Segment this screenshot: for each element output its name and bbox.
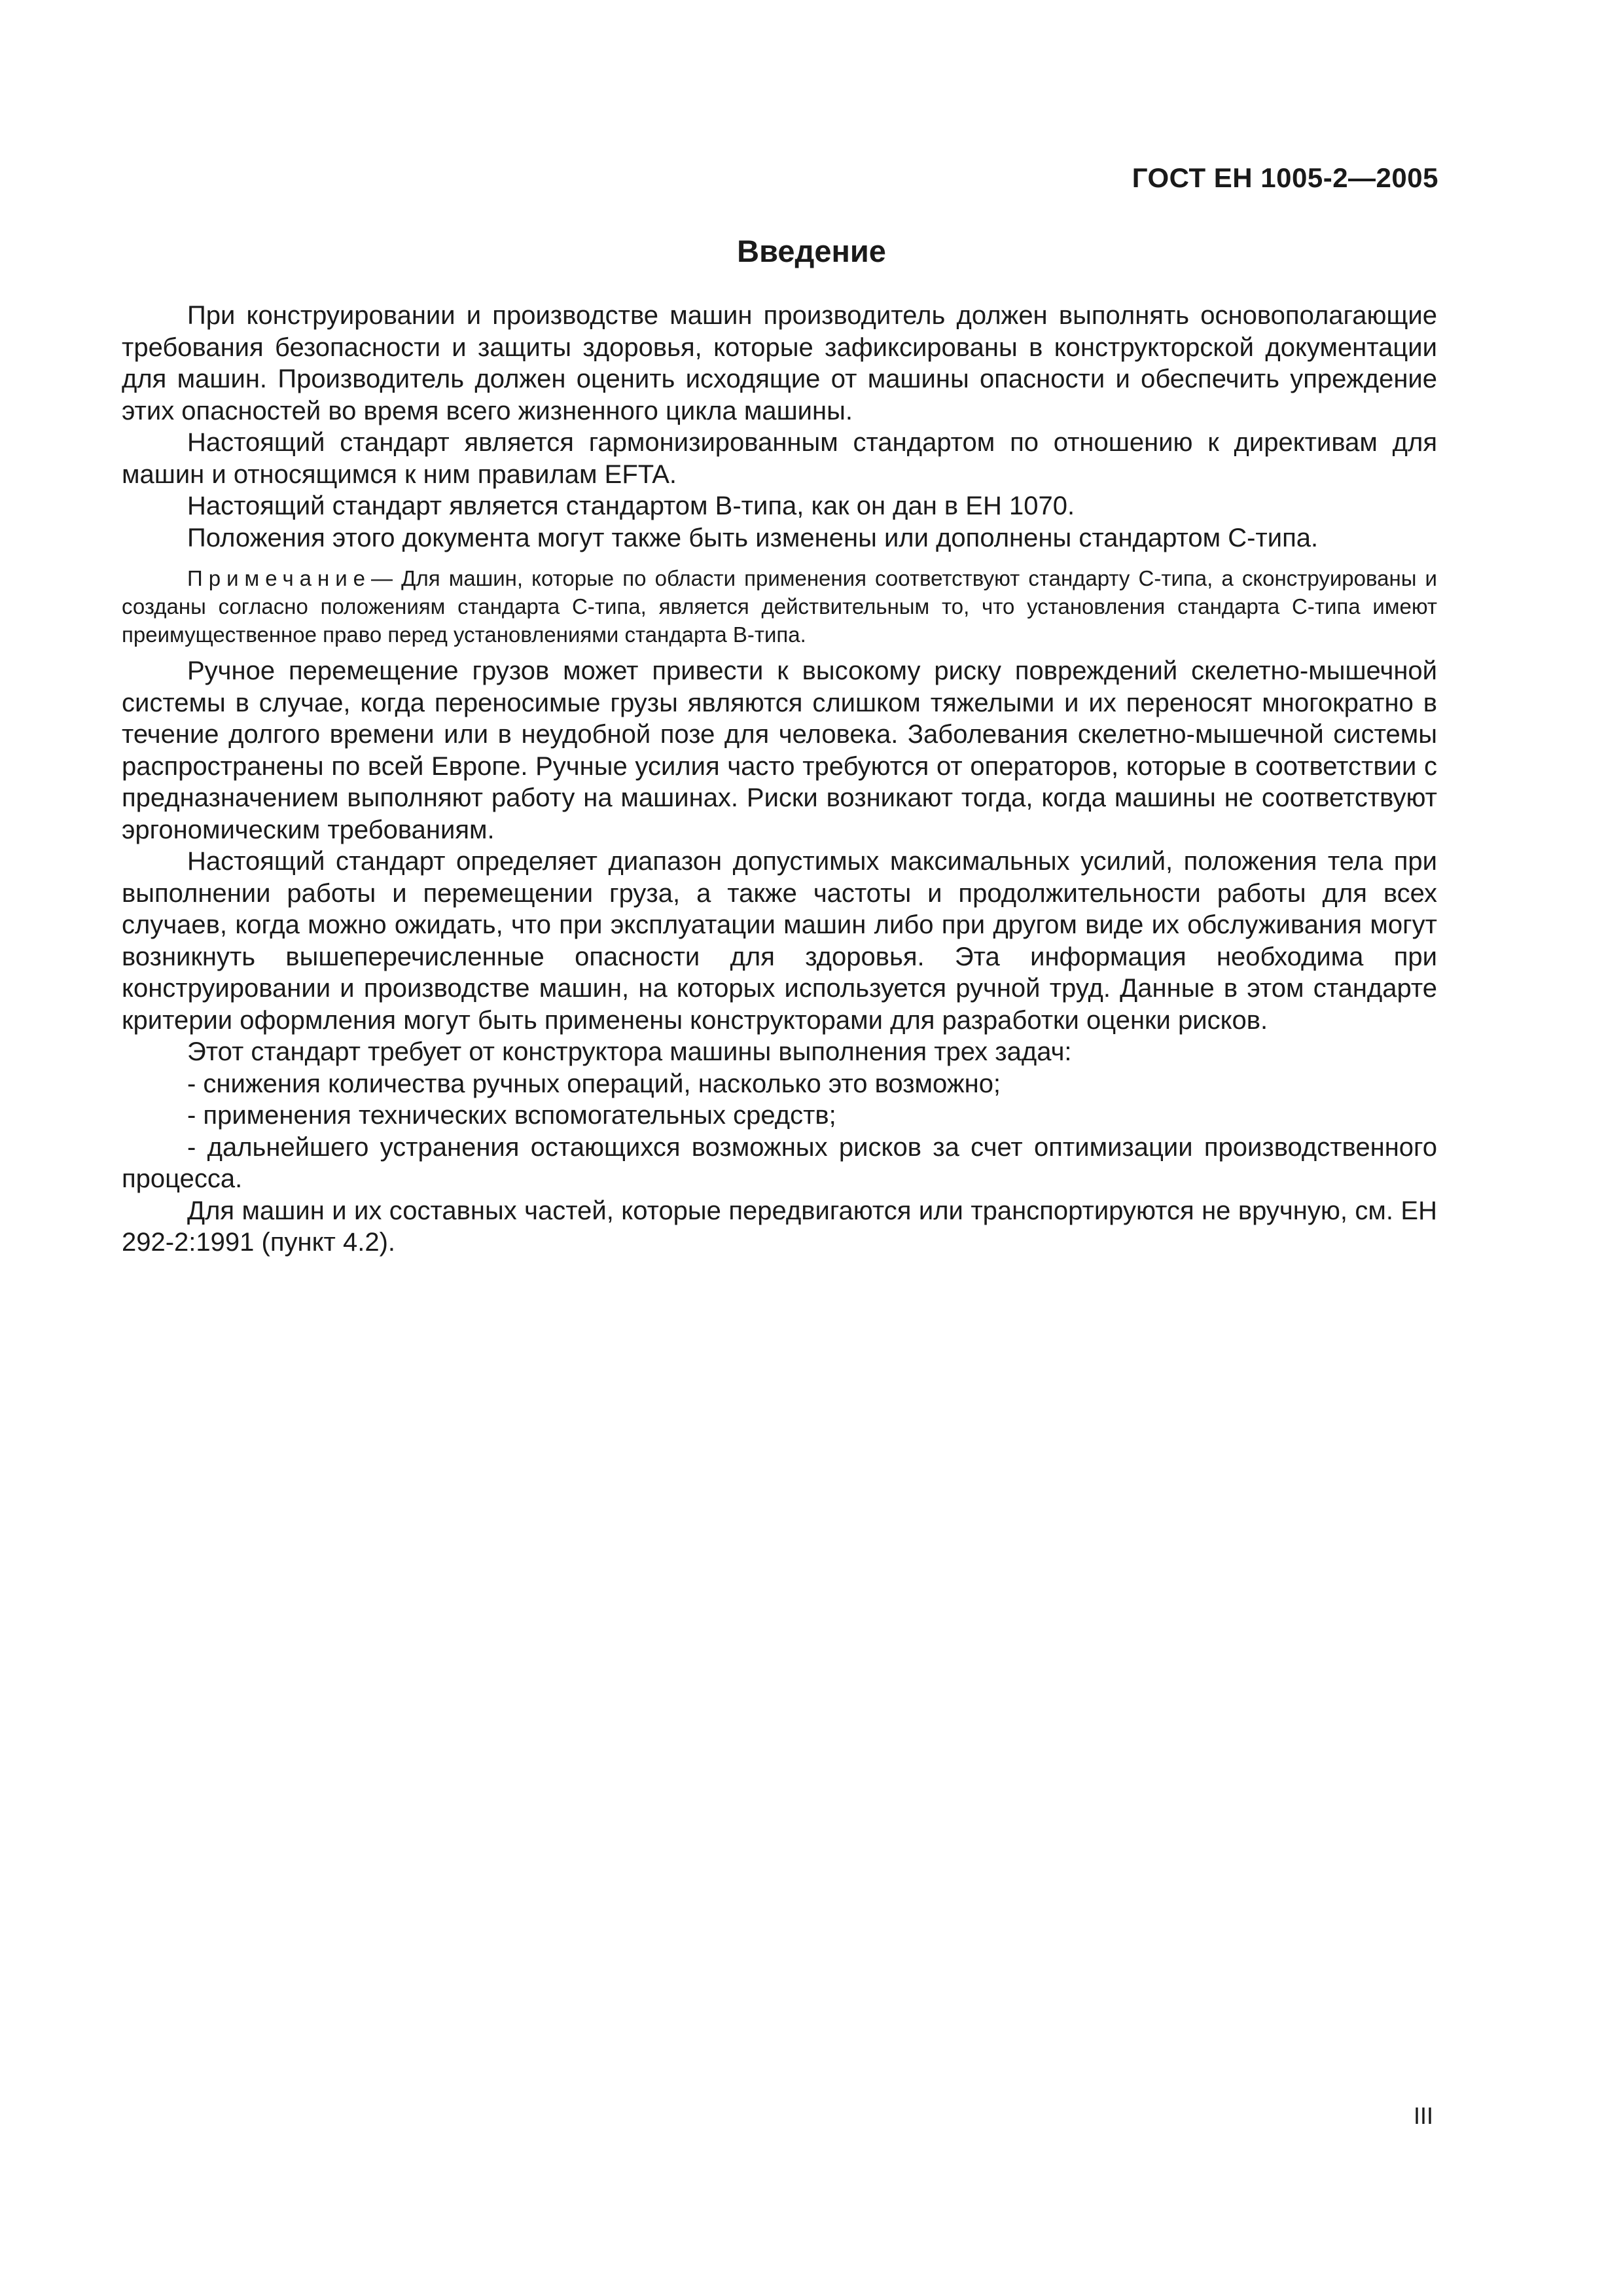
section-title: Введение <box>737 234 886 268</box>
paragraph-type-c-amendments: Положения этого документа могут также быть изменены или дополнены стандартом С-типа. <box>187 523 1319 552</box>
note-text: — Для машин, которые по области применения соответствуют стандарту С-типа, а сконструированы и созданы согласно положениям стандарта С-типа, является действительным то, что установления стандарта С-типа имеют преимущественное право перед установлениями стандарта В-типа. <box>122 566 1437 647</box>
document-code: ГОСТ ЕН 1005-2—2005 <box>1132 162 1438 193</box>
paragraph-harmonized-standard: Настоящий стандарт является гармонизированным стандартом по отношению к директивам для машин и относящимся к ним правилам EFTA. <box>122 428 1437 489</box>
task-list-item: - применения технических вспомогательных средств; <box>187 1101 836 1130</box>
paragraph-type-b-standard: Настоящий стандарт является стандартом В-типа, как он дан в ЕН 1070. <box>187 492 1075 520</box>
note-block <box>122 564 1437 649</box>
paragraph-three-tasks-intro: Этот стандарт требует от конструктора машины выполнения трех задач: <box>187 1037 1072 1066</box>
task-list-item: - снижения количества ручных операций, насколько это возможно; <box>187 1069 1001 1098</box>
paragraph-manual-handling-risk: Ручное перемещение грузов может привести к высокому риску повреждений скелетно-мышечной системы в случае, когда переносимые грузы являются слишком тяжелыми и их переносят многократно в течение долгого времени или в неудобной позе для человека. Заболевания скелетно-мышечной системы распространены по всей Европе. Ручные усилия часто требуются от операторов, которые в соответствии с предназначением выполняют работу на машинах. Риски возникают тогда, когда машины не соответствуют эргономическим требованиям. <box>122 656 1437 844</box>
note-label: Примечание <box>187 566 372 590</box>
task-list-item: - дальнейшего устранения остающихся возможных рисков за счет оптимизации производственного процесса. <box>122 1132 1437 1193</box>
paragraph-standard-scope: Настоящий стандарт определяет диапазон допустимых максимальных усилий, положения тела при выполнении работы и перемещении груза, а также частоты и продолжительности работы для всех случаев, когда можно ожидать, что при эксплуатации машин либо при другом виде их обслуживания могут возникнуть вышеперечисленные опасности для здоровья. Эта информация необходима при конструировании и производстве машин, на которых используется ручной труд. Данные в этом стандарте критерии оформления могут быть применены конструкторами для разработки оценки рисков. <box>122 847 1437 1035</box>
paragraph-design-requirements: При конструировании и производстве машин производитель должен выполнять основополагающие требования безопасности и защиты здоровья, которые зафиксированы в конструкторской документации для машин. Производитель должен оценить исходящие от машины опасности и обеспечить упреждение этих опасностей во время всего жизненного цикла машины. <box>122 301 1437 425</box>
page-number: III <box>1413 2102 1433 2129</box>
document-body <box>122 300 1437 1259</box>
paragraph-non-manual-reference: Для машин и их составных частей, которые передвигаются или транспортируются не вручную, см. ЕН 292-2:1991 (пункт 4.2). <box>122 1196 1437 1257</box>
